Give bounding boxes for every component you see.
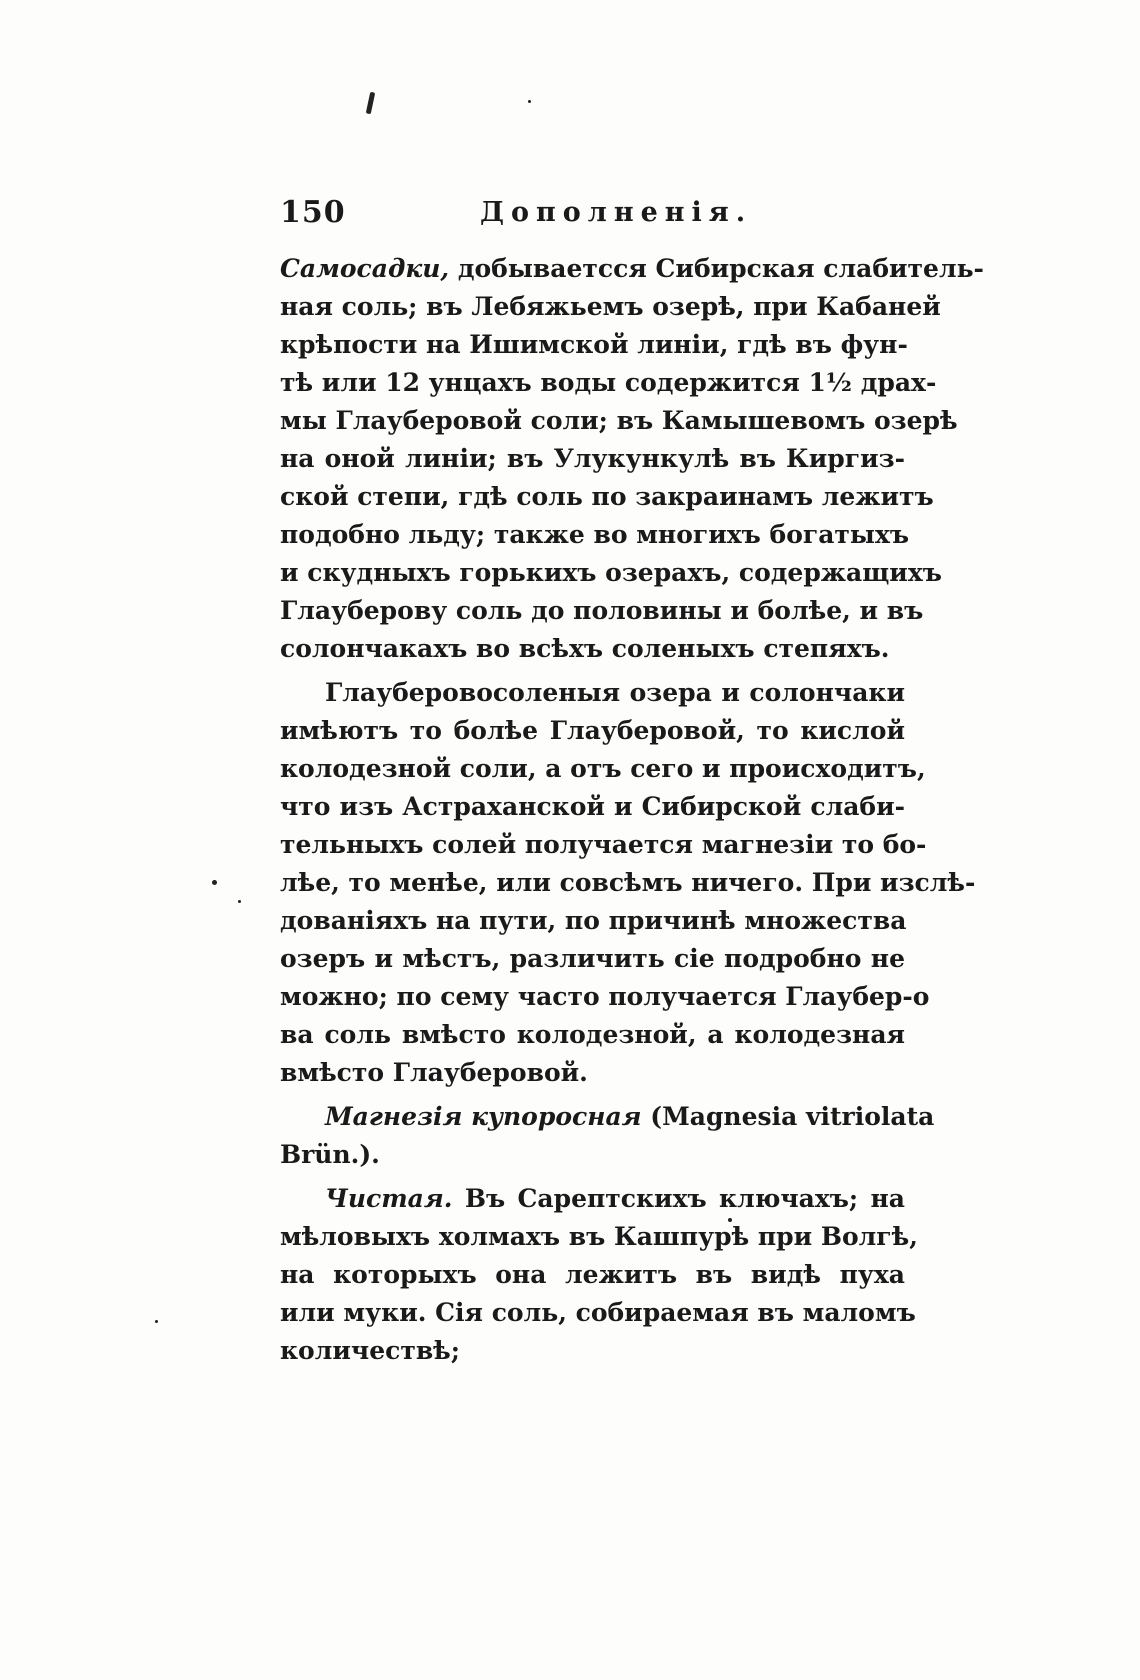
text-line: Чистая. Въ Сарептскихъ ключахъ; на [325,1184,905,1213]
paragraph-4 [280,1180,918,1370]
text-line: на оной линіи; въ Улукункулѣ въ Киргиз- [280,444,905,473]
text-line: Brün.). [280,1140,380,1169]
paragraph-3 [280,1098,935,1174]
text-line: Глауберовосоленыя озера и солончаки [325,678,905,707]
text-line: мы Глауберовой соли; въ Камышевомъ озерѣ [280,406,958,435]
text-line: колодезной соли, а отъ сего и происходитъ, [280,754,926,783]
text-line: дованіяхъ на пути, по причинѣ множества [280,906,907,935]
text-line: вмѣсто Глауберовой. [280,1058,588,1087]
ink-speck [528,100,531,103]
body-text [280,250,984,1370]
text-line: тельныхъ солей получается магнезіи то бо- [280,830,927,859]
text-line: Магнезія купоросная (Magnesia vitriolata [325,1102,935,1131]
paragraph-2 [280,674,976,1092]
text-line: имѣютъ то болѣе Глауберовой, то кислой [280,716,905,745]
ink-speck [155,1320,158,1323]
text-line: ная соль; въ Лебяжьемъ озерѣ, при Кабаней [280,292,941,321]
text-line: Самосадки, добываетсся Сибирская слабитель- [280,254,984,283]
text-line: ской степи, гдѣ соль по закраинамъ лежитъ [280,482,934,511]
text-line: и скудныхъ горькихъ озерахъ, содержащихъ [280,558,942,587]
text-line: подобно льду; также во многихъ богатыхъ [280,520,910,549]
text-line: на которыхъ она лежитъ въ видѣ пуха [280,1260,905,1289]
text-line: крѣпости на Ишимской линіи, гдѣ въ фун- [280,330,908,359]
term-samosadki: Самосадки, [280,254,450,283]
text-line: Глауберову соль до половины и болѣе, и въ [280,596,924,625]
text-line: солончакахъ во всѣхъ соленыхъ степяхъ. [280,634,890,663]
ink-speck [212,880,217,885]
text-line: лѣе, то менѣе, или совсѣмъ ничего. При изслѣ- [280,868,976,897]
text-line: что изъ Астраханской и Сибирской слаби- [280,792,905,821]
text-line: или муки. Сія соль, собираемая въ маломъ [280,1298,916,1327]
ink-mark [366,92,375,115]
text-line: количествѣ; [280,1336,460,1365]
page-header [280,195,900,245]
text-line: можно; по сему часто получается Глаубер-о [280,982,930,1011]
text-line: тѣ или 12 унцахъ воды содержится 1½ драх- [280,368,937,397]
page-number: 150 [280,195,346,230]
running-head: Дополненія. [480,197,753,228]
term-magnesia: Магнезія купоросная [325,1102,642,1131]
text-line: мѣловыхъ холмахъ въ Кашпурѣ при Волгѣ, [280,1222,918,1251]
ink-speck [238,900,241,903]
text-line: ва соль вмѣсто колодезной, а колодезная [280,1020,905,1049]
term-chistaya: Чистая. [325,1184,453,1213]
paragraph-1 [280,250,984,668]
text-line: озеръ и мѣстъ, различить сіе подробно не [280,944,905,973]
